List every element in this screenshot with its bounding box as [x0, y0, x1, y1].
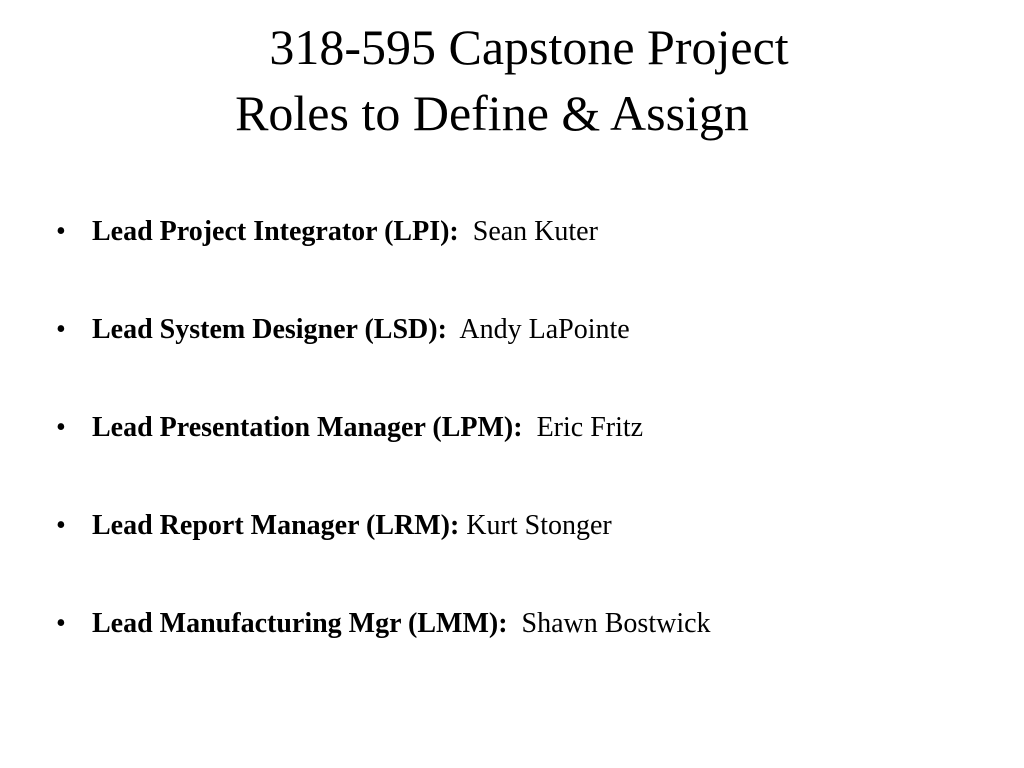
assignee-name: Kurt Stonger	[466, 510, 612, 541]
role-label: Lead Project Integrator (LPI):	[92, 216, 459, 247]
role-separator	[459, 216, 473, 247]
list-item	[56, 506, 711, 546]
assignee-name: Sean Kuter	[472, 216, 598, 247]
bullet-icon: •	[56, 608, 66, 639]
list-item	[56, 408, 711, 448]
slide-title	[0, 14, 1024, 146]
role-separator	[523, 412, 537, 443]
role-label: Lead Manufacturing Mgr (LMM):	[92, 608, 508, 639]
assignee-name: Eric Fritz	[536, 412, 644, 443]
list-item	[56, 604, 711, 644]
role-separator	[447, 314, 459, 345]
role-label: Lead Presentation Manager (LPM):	[92, 412, 523, 443]
bullet-icon: •	[56, 510, 66, 541]
role-label: Lead System Designer (LSD):	[92, 314, 447, 345]
slide-title-line-1: 318-595 Capstone Project	[269, 19, 789, 75]
assignee-name: Shawn Bostwick	[521, 608, 711, 639]
list-item	[56, 212, 711, 252]
list-item	[56, 310, 711, 350]
assignee-name: Andy LaPointe	[459, 314, 630, 345]
roles-list	[56, 212, 711, 702]
bullet-icon: •	[56, 216, 66, 247]
slide-title-line-2: Roles to Define & Assign	[235, 85, 749, 141]
role-separator	[508, 608, 522, 639]
bullet-icon: •	[56, 412, 66, 443]
role-label: Lead Report Manager (LRM):	[92, 510, 460, 541]
bullet-icon: •	[56, 314, 66, 345]
